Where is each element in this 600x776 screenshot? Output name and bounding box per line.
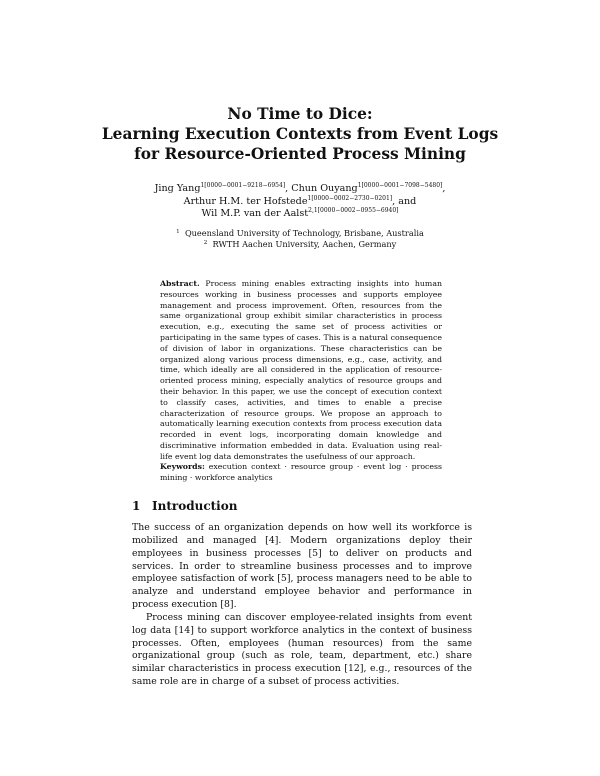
abstract-label: Abstract. xyxy=(160,279,200,288)
body-paragraph: The success of an organization depends on how well its workforce is mobilized and managed [4]. Modern organizations deploy their employees in business processes [5] to deliver on products and services. In order to streamline business processes and to improve employee satisfaction of work [5], process managers need to be able to analyze and understand employee behavior and performance in process execution [8]. xyxy=(132,522,472,611)
body-paragraph: Process mining can discover employee-related insights from event log data [14] to support workforce analytics in the context of business processes. Often, employees (human resources) from the same organizational group (such as role, team, department, etc.) share similar characteristics in process execution [12], e.g., resources of the same role are in charge of a subset of process activities. xyxy=(132,611,472,688)
affiliation-list xyxy=(0,228,600,250)
section-heading xyxy=(132,499,237,513)
affiliation-number: 2 xyxy=(203,240,208,246)
author-name: Jing Yang xyxy=(154,183,201,194)
paper-title xyxy=(0,104,600,164)
author-name: Chun Ouyang xyxy=(291,183,358,194)
author-line xyxy=(0,208,600,221)
affiliation-text: RWTH Aachen University, Aachen, Germany xyxy=(212,239,397,249)
affiliation-text: Queensland University of Technology, Brisbane, Australia xyxy=(184,228,424,238)
author-list xyxy=(0,183,600,221)
affiliation xyxy=(0,228,600,239)
author-orcid: 1[0000−0002−2730−0201] xyxy=(307,194,393,202)
author-name: Arthur H.M. ter Hofstede xyxy=(183,195,308,207)
affiliation-number: 1 xyxy=(176,229,180,235)
affiliation xyxy=(0,239,600,250)
abstract xyxy=(160,279,442,463)
title-line: Learning Execution Contexts from Event Logs xyxy=(101,125,499,143)
author-line: Arthur H.M. ter Hofstede$^{1[0000-0002-2730-0201]}$, and xyxy=(183,194,417,207)
author-name: Wil M.P. van der Aalst xyxy=(201,208,309,219)
section-body xyxy=(132,522,472,689)
keywords-text: execution context · resource group · event log · process mining · workforce analytics xyxy=(160,462,442,482)
author-orcid: 2,1[0000−0002−0955−6940] xyxy=(308,207,399,214)
author-conjunction: and xyxy=(398,195,417,207)
author-orcid: 1[0000−0001−7098−5480] xyxy=(357,182,443,189)
title-line: for Resource-Oriented Process Mining xyxy=(134,145,466,163)
keywords-label: Keywords: xyxy=(160,462,205,471)
keywords xyxy=(160,462,442,484)
section-title: Introduction xyxy=(152,499,238,513)
title-line: No Time to Dice: xyxy=(227,105,373,123)
abstract-text: Process mining enables extracting insights into human resources working in business processes and supports employee management and process improvement. Often, resources from the same organizational group exhibit similar characteristics in process execution, e.g., executing the same set of process activities or participating in the same types of cases. This is a natural consequence of division of labor in organizations. These characteristics can be organized along various process dimensions, e.g., case, activity, and time, which ideally are all considered in the application of resource-oriented process mining, especially analytics of resource groups and their behavior. In this paper, we use the concept of execution context to classify cases, activities, and times to enable a precise characterization of resource groups. We propose an approach to automatically learning execution contexts from process execution data recorded in event logs, incorporating domain knowledge and discriminative information embedded in data. Evaluation using real-life event log data demonstrates the usefulness of our approach. xyxy=(160,279,442,461)
author-line: Jing Yang$^{1[0000-0001-9218-6954]}$, Chun Ouyang$^{1[0000-0001-7098-5480]}$, xyxy=(154,182,446,194)
author-orcid: 1[0000−0001−9218−6954] xyxy=(200,182,286,189)
section-number: 1 xyxy=(132,499,141,513)
